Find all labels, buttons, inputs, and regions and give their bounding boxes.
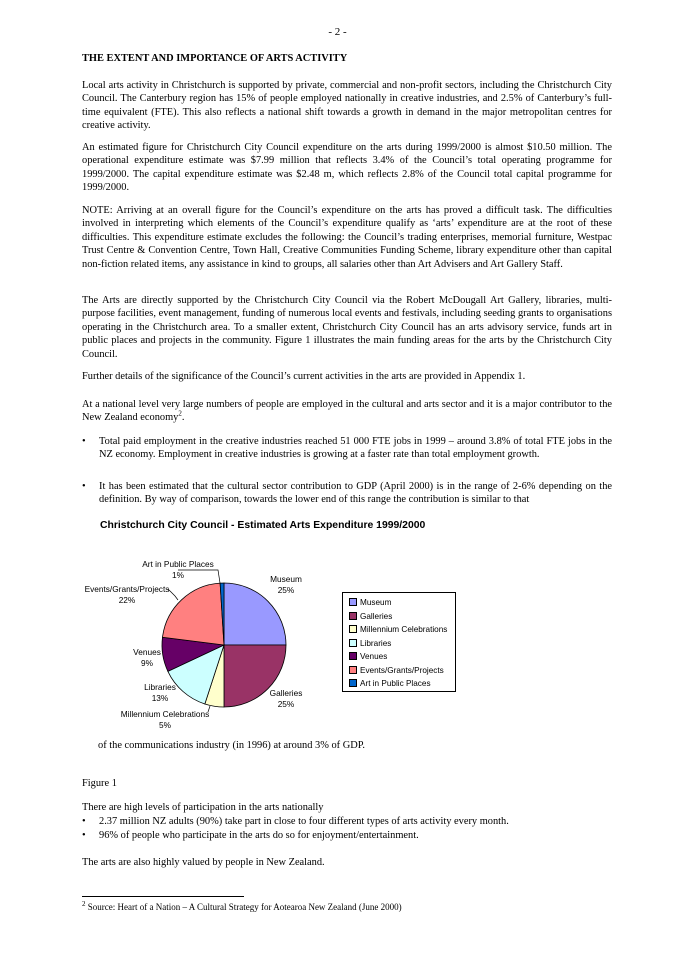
pie-slices <box>162 583 286 707</box>
participation-intro: There are high levels of participation in the arts nationally <box>82 802 324 813</box>
pie-category-label: Art in Public Places <box>142 559 214 569</box>
bullet-marker: • <box>82 481 86 492</box>
pie-value-label: 22% <box>118 595 136 605</box>
pie-slice-museum <box>224 583 286 645</box>
pie-leader-line <box>178 570 220 583</box>
paragraph-3-note: NOTE: Arriving at an overall figure for the Council’s expenditure on the arts has proved a difficult task. The difficulties involved in interpreting which elements of the Council’s expenditure qualify as ‘arts’ expenditure are at the root of these difficulties. This expenditure estimate excludes the following: the Council’s trading enterprises, memorial furniture, Westpac Trust Centre & Convention Centre, Town Hall, Creative Communities Funding Scheme, library expenditure other than capital non-fiction related items, any assistance in kind to groups, all salaries other than Art Advisers and Art Gallery Staff. <box>82 205 612 270</box>
legend-label: Art in Public Places <box>360 679 431 688</box>
pie-value-label: 5% <box>159 720 171 730</box>
legend-item <box>349 624 447 636</box>
bullet-text: 2.37 million NZ adults (90%) take part in close to four different types of arts activity every month. <box>99 816 509 827</box>
closing-paragraph: The arts are also highly valued by people in New Zealand. <box>82 857 325 868</box>
pie-value-label: 9% <box>141 658 153 668</box>
pie-category-label: Libraries <box>144 682 176 692</box>
pie-category-label: Galleries <box>269 688 303 698</box>
legend-label: Museum <box>360 598 392 607</box>
legend-swatch <box>349 612 357 620</box>
pie-chart <box>0 540 675 740</box>
paragraph-6-end: . <box>181 412 185 424</box>
pie-leader-line <box>168 589 178 600</box>
bullet-marker: • <box>82 830 86 841</box>
legend-label: Venues <box>360 652 388 661</box>
legend-label: Galleries <box>360 611 393 621</box>
legend-swatch <box>349 666 357 674</box>
bullet-item <box>82 815 612 828</box>
paragraph-2: An estimated figure for Christchurch City Council expenditure on the arts during 1999/2000 is almost $10.50 million. The operational expenditure estimate was $7.99 million that reflects 3.4% of the Council’s total operating programme for 1999/2000. The capital expenditure estimate was $2.48 m, which reflects 2.8% of the Council total capital programme for 1999/2000. <box>82 142 612 194</box>
footnote-marker: 2 <box>82 900 86 908</box>
chart-title: Christchurch City Council - Estimated Arts Expenditure 1999/2000 <box>100 520 426 531</box>
bullet-marker: • <box>82 816 86 827</box>
paragraph-6-text: At a national level very large numbers of people are employed in the cultural and arts sector and it is a major contributor to the New Zealand economy <box>82 399 612 424</box>
legend-swatch <box>349 625 357 633</box>
footnote <box>82 902 402 912</box>
pie-value-label: 25% <box>277 699 295 709</box>
footnote-divider <box>82 896 244 897</box>
legend-label: Millennium Celebrations <box>360 625 448 634</box>
bullet-text: 96% of people who participate in the arts do so for enjoyment/entertainment. <box>99 830 419 841</box>
paragraph-4: The Arts are directly supported by the Christchurch City Council via the Robert McDougall Art Gallery, libraries, multi-purpose facilities, event management, funding of numerous local events and festivals, including seeding grants to organisations operating in the Christchurch area. To a smaller extent, Christchurch City Council has an arts advisory service, funds art in public places and projects in the community. Figure 1 illustrates the main funding areas for the arts by the Christchurch City Council. <box>82 295 612 360</box>
paragraph-6 <box>82 398 612 425</box>
paragraph-1: Local arts activity in Christchurch is supported by private, commercial and non-profit sectors, including the Christchurch City Council. The Canterbury region has 15% of people employed nationally in creative industries, and 2.5% of Canterbury’s full-time equivalent (FTE). This also reflects a national shift towards a growth in demand in the major metropolitan centres for creative activity. <box>82 80 612 132</box>
page-number: - 2 - <box>328 26 347 38</box>
bullet-item <box>82 435 612 462</box>
pie-category-label: Millennium Celebrations <box>120 709 210 719</box>
pie-category-label: Events/Grants/Projects <box>84 584 170 594</box>
bullet-item <box>82 480 612 507</box>
legend-item <box>349 678 431 690</box>
paragraph-5: Further details of the significance of the Council’s current activities in the arts are provided in Appendix 1. <box>82 371 526 382</box>
legend-swatch <box>349 598 357 606</box>
section-heading: THE EXTENT AND IMPORTANCE OF ARTS ACTIVITY <box>82 53 348 64</box>
legend-item <box>349 665 444 677</box>
footnote-text: Source: Heart of a Nation – A Cultural Strategy for Aotearoa New Zealand (June 2000) <box>85 902 402 912</box>
pie-category-label: Museum <box>270 574 302 584</box>
legend-swatch <box>349 639 357 647</box>
bullet-item <box>82 829 612 842</box>
bullet-marker: • <box>82 436 86 447</box>
legend-item <box>349 651 387 663</box>
legend-item <box>349 597 391 609</box>
chart-legend <box>342 592 456 692</box>
bullet-text: Total paid employment in the creative industries reached 51 000 FTE jobs in 1999 – around 3.8% of total FTE jobs in the NZ economy. Employment in creative industries is growing at a faster rate than total employment growth. <box>99 436 612 461</box>
figure-caption: Figure 1 <box>82 778 117 789</box>
pie-category-label: Venues <box>133 647 161 657</box>
continuation-text: of the communications industry (in 1996) at around 3% of GDP. <box>98 740 365 751</box>
legend-swatch <box>349 652 357 660</box>
legend-label: Events/Grants/Projects <box>360 665 444 675</box>
bullet-text: It has been estimated that the cultural sector contribution to GDP (April 2000) is in the range of 2-6% depending on the definition. By way of comparison, towards the lower end of this range the contribution is similar to that <box>99 481 612 506</box>
legend-label: Libraries <box>360 638 392 648</box>
pie-value-label: 1% <box>172 570 184 580</box>
legend-item <box>349 638 391 650</box>
pie-value-label: 25% <box>277 585 295 595</box>
pie-value-label: 13% <box>151 693 169 703</box>
footnote-reference: 2 <box>178 409 182 418</box>
legend-swatch <box>349 679 357 687</box>
legend-item <box>349 611 392 623</box>
